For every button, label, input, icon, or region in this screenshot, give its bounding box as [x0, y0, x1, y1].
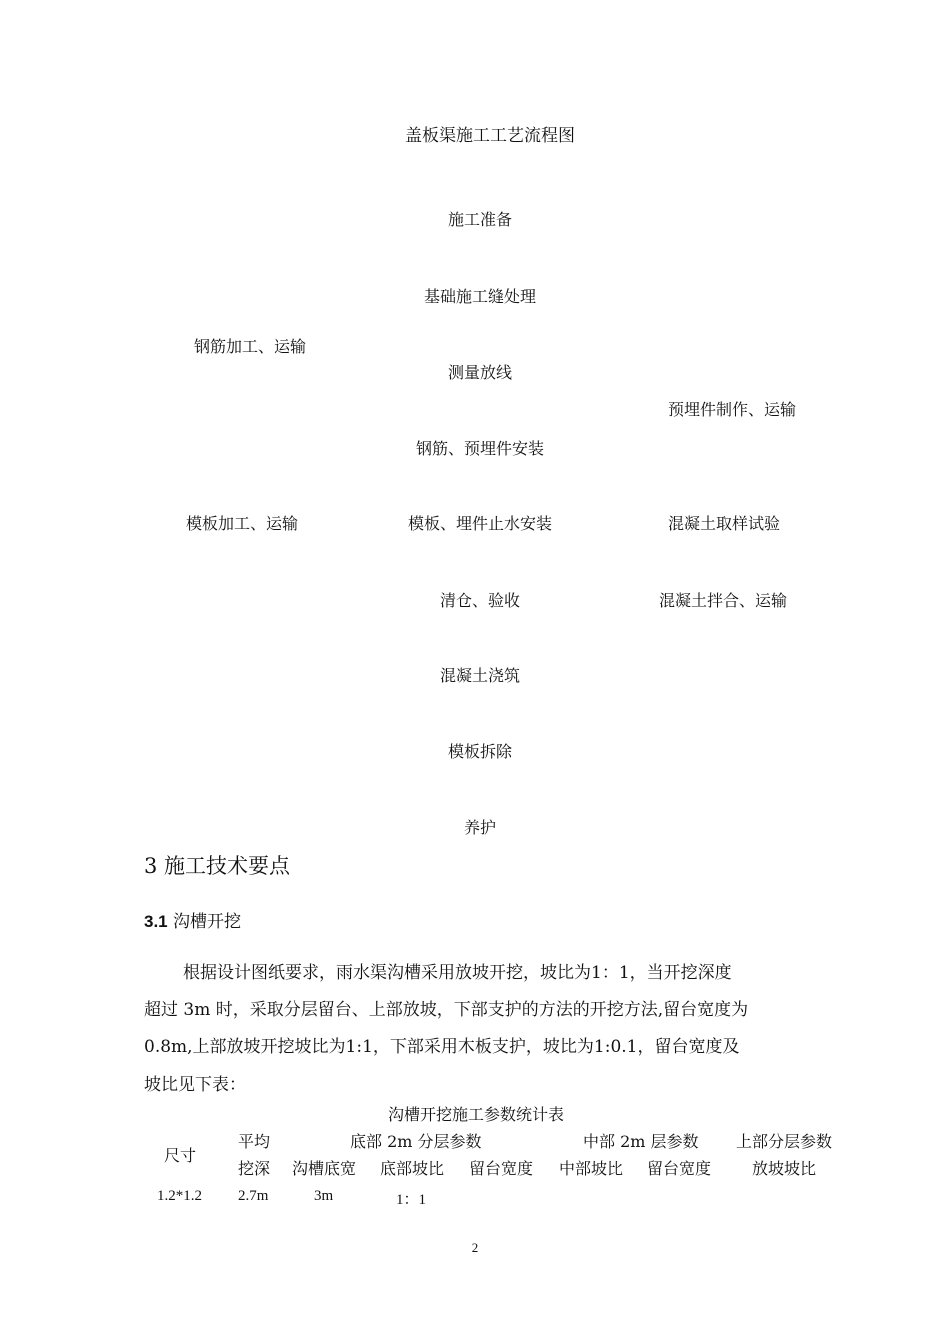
- figure-title: 盖板渠施工工艺流程图: [405, 126, 575, 146]
- section-heading: 3 施工技术要点: [144, 854, 291, 878]
- table-group-bottom: 底部 2m 分层参数: [350, 1132, 482, 1151]
- table-subheader-bench-width-1: 留台宽度: [469, 1159, 534, 1178]
- subsection-title: 沟槽开挖: [167, 912, 242, 932]
- table-title: 沟槽开挖施工参数统计表: [387, 1105, 564, 1124]
- subsection-heading: [144, 907, 241, 932]
- table-subheader-bottom-slope: 底部坡比: [380, 1159, 445, 1178]
- flow-step-rebar-install: 钢筋、预埋件安装: [415, 439, 544, 458]
- flow-side-concrete-mixing: 混凝土拌合、运输: [659, 591, 788, 610]
- table-header-avg-line2: 挖深: [238, 1159, 271, 1178]
- table-group-top: 上部分层参数: [736, 1132, 833, 1151]
- table-subheader-bench-width-2: 留台宽度: [647, 1159, 712, 1178]
- paragraph-line-2: 超过 3m 时，采取分层留台、上部放坡，下部支护的方法的开挖方法,留台宽度为: [144, 1000, 749, 1020]
- flow-side-rebar-processing: 钢筋加工、运输: [194, 337, 307, 356]
- table-cell-size: 1.2*1.2: [157, 1188, 202, 1204]
- flow-step-remove-formwork: 模板拆除: [447, 742, 512, 761]
- flow-step-survey: 测量放线: [447, 363, 512, 382]
- table-subheader-top-slope: 放坡坡比: [752, 1159, 817, 1178]
- paragraph-line-3: 0.8m,上部放坡开挖坡比为1:1，下部采用木板支护，坡比为1:0.1，留台宽度及: [144, 1037, 740, 1057]
- flow-step-pour: 混凝土浇筑: [439, 666, 520, 685]
- subsection-number: 3.1: [144, 912, 168, 931]
- table-cell-avg-depth: 2.7m: [238, 1188, 269, 1204]
- flow-step-prepare: 施工准备: [447, 210, 512, 229]
- table-cell-trench-width: 3m: [314, 1188, 334, 1204]
- table-subheader-middle-slope: 中部坡比: [559, 1159, 624, 1178]
- table-header-size: 尺寸: [164, 1146, 197, 1165]
- flow-step-formwork-install: 模板、埋件止水安装: [407, 514, 552, 533]
- table-subheader-trench-width: 沟槽底宽: [292, 1159, 357, 1178]
- flow-side-concrete-sampling: 混凝土取样试验: [668, 514, 781, 533]
- table-group-middle: 中部 2m 层参数: [583, 1132, 699, 1151]
- paragraph-line-1: 根据设计图纸要求，雨水渠沟槽采用放坡开挖，坡比为1：1，当开挖深度: [183, 963, 732, 983]
- page-number: 2: [471, 1240, 479, 1255]
- table-cell-bottom-slope: 1：1: [396, 1192, 427, 1208]
- paragraph-line-4: 坡比见下表：: [144, 1075, 246, 1095]
- flow-step-clean-accept: 清仓、验收: [439, 591, 520, 610]
- flow-step-foundation: 基础施工缝处理: [423, 287, 536, 306]
- flow-side-embedded-parts: 预埋件制作、运输: [668, 400, 797, 419]
- table-header-avg-line1: 平均: [238, 1132, 271, 1151]
- flow-step-curing: 养护: [463, 818, 496, 837]
- flow-side-formwork-processing: 模板加工、运输: [186, 514, 299, 533]
